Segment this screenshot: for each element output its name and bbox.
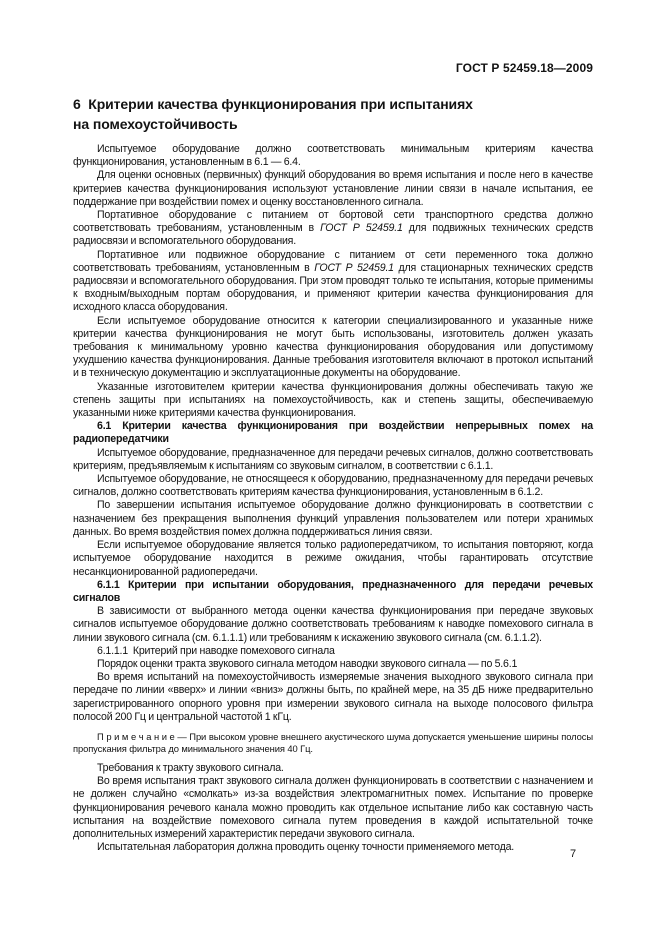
paragraph: Испытуемое оборудование, не относящееся к оборудованию, предназначенному для передачи речевых сигналов, должно соответствовать критериям качества функционирования, установленным в 6.1.2. bbox=[73, 473, 593, 499]
paragraph-text: Портативное оборудование с питанием от бортовой сети транспортного средства должно соответствовать требованиям, установленным в bbox=[73, 209, 593, 235]
paragraph: Во время испытаний на помехоустойчивость измеряемые значения выходного звукового сигнала при передаче по линии «вверх» и линии «вниз» должны быть, по крайней мере, на 35 дБ ниже предварительно зарегистрированного опорного уровня при измерении звукового сигнала на выходе полосового фильтра полосой 200 Гц и центральной частотой 1 кГц. bbox=[73, 671, 593, 723]
paragraph: Для оценки основных (первичных) функций оборудования во время испытания и после него в качестве критериев качества функционирования используют установление линии связи в начале испытания, ее поддержание при воздействии помех и оценку восстановленного сигнала. bbox=[73, 169, 593, 208]
paragraph: Испытательная лаборатория должна проводить оценку точности применяемого метода. bbox=[97, 841, 515, 854]
paragraph: Если испытуемое оборудование относится к категории специализированного и указанные ниже критерии качества функционирования не могут быть использованы, изготовитель должен указать требования к минимальному уровню качества функционирования оборудования или допустимому ухудшению качества функционирования. Данные требования изготовителя включают в протокол испытаний и в техническую документацию и эксплуатационные документы на оборудование. bbox=[73, 314, 593, 380]
paragraph: Порядок оценки тракта звукового сигнала методом наводки звукового сигнала — по 5.6.1 bbox=[97, 657, 518, 670]
paragraph-text: Портативное или подвижное оборудование с питанием от сети переменного тока должно соответствовать требованиям, установленным в bbox=[73, 248, 593, 274]
paragraph-text: для стационарных технических средств радиосвязи и вспомогательного оборудования. При этом проводят только те испытания, которые применимы к входным/выходным портам оборудования, и применяют критерии качества функционирования для исходного класса оборудования. bbox=[73, 261, 593, 314]
subsection-heading-6-1-1: 6.1.1 Критерии при испытании оборудования, предназначенного для передачи речевых сигналов bbox=[73, 578, 593, 604]
clause-heading-6-1-1-1: 6.1.1.1 Критерий при наводке помехового сигнала bbox=[97, 644, 335, 657]
paragraph: Во время испытания тракт звукового сигнала должен функционировать в соответствии с назначением и не должен случайно «смолкать» из-за воздействия электромагнитных помех. Испытание по проверке функционирования речевого канала можно проводить как отдельное испытание либо как составную часть испытания на воздействие помехового сигнала путем проведения в каждой испытательной точке дополнительных измерений характеристик передачи звукового сигнала. bbox=[73, 775, 593, 840]
subsection-heading-6-1: 6.1 Критерии качества функционирования при воздействии непрерывных помех на радиопередатчики bbox=[73, 420, 593, 446]
paragraph: Испытуемое оборудование, предназначенное для передачи речевых сигналов, должно соответствовать критериям, предъявляемым к испытаниям со звуковым сигналом, в соответствии с 6.1.1. bbox=[73, 446, 593, 472]
section-heading bbox=[73, 94, 593, 134]
paragraph bbox=[73, 249, 593, 315]
paragraph: Испытуемое оборудование должно соответствовать минимальным критериям качества функционирования, установленным в 6.1 — 6.4. bbox=[73, 143, 593, 169]
running-header: ГОСТ Р 52459.18—2009 bbox=[455, 61, 593, 75]
page-number: 7 bbox=[570, 848, 577, 860]
paragraph bbox=[73, 209, 593, 249]
paragraph: В зависимости от выбранного метода оценки качества функционирования при передаче звуковых сигналов испытуемое оборудование должно соответствовать требованиям к наводке помехового сигнала в линии звукового сигнала (см. 6.1.1.1) или требованиям к искажению звукового сигнала (см. 6.1.1.2). bbox=[73, 605, 593, 644]
gost-reference: ГОСТ Р 52459.1 bbox=[320, 222, 403, 235]
paragraph: По завершении испытания испытуемое оборудование должно функционировать в соответствии с назначением без прекращения выполнения функций управления пользователем или потери хранимых данных. Во время воздействия помех должна поддерживаться линия связи. bbox=[73, 499, 593, 538]
section-heading-line1: 6 Критерии качества функционирования при испытаниях bbox=[73, 96, 473, 112]
paragraph-text: для подвижных технических средств радиосвязи и вспомогательного оборудования. bbox=[73, 222, 593, 248]
note: П р и м е ч а н и е — При высоком уровне внешнего акустического шума допускается уменьшение ширины полосы пропускания фильтра до минимального значения 40 Гц. bbox=[73, 730, 593, 754]
paragraph: Указанные изготовителем критерии качества функционирования должны обеспечивать такую же степень защиты при испытаниях на помехоустойчивость, как и степень защиты, обеспечиваемую указанными ниже критериями качества функционирования. bbox=[73, 380, 593, 420]
gost-reference: ГОСТ Р 52459.1 bbox=[314, 261, 394, 274]
section-heading-line2: на помехоустойчивость bbox=[73, 116, 238, 132]
paragraph: Если испытуемое оборудование является только радиопередатчиком, то испытания повторяют, когда испытуемое оборудование находится в режиме ожидания, чтобы гарантировать отсутствие несанкционированной радиопередачи. bbox=[73, 539, 593, 578]
document-content bbox=[73, 62, 593, 854]
paragraph: Требования к тракту звукового сигнала. bbox=[97, 761, 284, 774]
